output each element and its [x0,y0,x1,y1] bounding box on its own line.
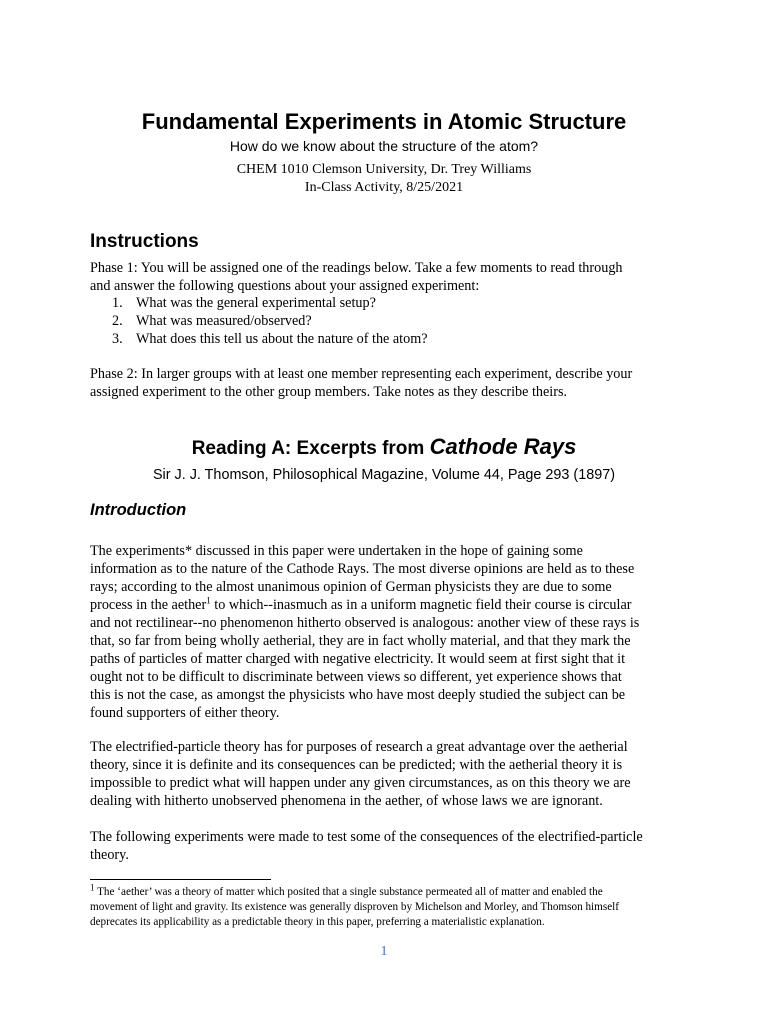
paragraph-line: and not rectilinear--no phenomenon hitherto observed is analogous: another view of these rays is [90,615,640,631]
paragraph-line: found supporters of either theory. [90,705,280,721]
intro-paragraph-1 [90,542,682,722]
phase2-line: Phase 2: In larger groups with at least one member representing each experiment, describe your [90,366,633,382]
reading-heading [0,433,768,463]
question-text: What was measured/observed? [136,313,312,329]
question-item [90,330,650,348]
introduction-heading: Introduction [90,501,187,519]
paragraph-line: ought not to be difficult to discriminate between views so different, yet experience shows that [90,669,622,685]
question-number: 2. [112,313,123,329]
reading-heading-title: Cathode Rays [429,434,577,459]
footnote-divider [90,879,271,880]
phase1-line: Phase 1: You will be assigned one of the readings below. Take a few moments to read through [90,260,623,276]
paragraph-line: rays; according to the almost unanimous opinion of German physicists they are due to some [90,579,612,595]
footnote-marker: 1 [90,882,95,893]
paragraph-line: The following experiments were made to test some of the consequences of the electrified-particle [90,829,643,845]
question-item [90,312,650,330]
paragraph-line: that, so far from being wholly aetherial, they are in fact wholly material, and that they mark the [90,633,631,649]
footnote-line: movement of light and gravity. Its existence was generally disproven by Michelson and Morley, and Thomson himself [90,901,620,913]
document-title: Fundamental Experiments in Atomic Structure [141,109,627,134]
footnote [90,882,690,930]
intro-paragraph-2 [90,738,682,810]
footnote-line: deprecates its applicability as a predictable theory in this paper, preferring a materialistic explanation. [90,916,545,928]
intro-paragraph-3 [90,828,682,864]
paragraph-line: theory, since it is definite and its consequences can be predicted; with the aetherial theory it is [90,757,623,773]
footnote-line [90,882,690,900]
paragraph-line: theory. [90,847,129,863]
phase1-paragraph [90,259,680,295]
question-item [90,294,650,312]
phase2-line: assigned experiment to the other group members. Take notes as they describe theirs. [90,384,568,400]
paragraph-line: impossible to predict what will happen under any given circumstances, as on this theory we are [90,775,631,791]
phase2-paragraph [90,365,680,401]
phase1-line: and answer the following questions about your assigned experiment: [90,278,480,294]
paragraph-line: The electrified-particle theory has for purposes of research a great advantage over the aetherial [90,739,628,755]
question-text: What was the general experimental setup? [136,295,376,311]
paragraph-line: dealing with hitherto unobserved phenomena in the aether, of whose laws we are ignorant. [90,793,603,809]
instructions-heading: Instructions [90,231,199,252]
document-subtitle: How do we know about the structure of the atom? [229,138,539,154]
line-text: process in the aether [90,597,207,613]
question-text: What does this tell us about the nature of the atom? [136,331,428,347]
paragraph-line: this is not the case, as amongst the physicists who have most deeply studied the subject can be [90,687,626,703]
paragraph-line: The experiments* discussed in this paper were undertaken in the hope of gaining some [90,543,583,559]
paragraph-line: paths of particles of matter charged with negative electricity. It would seem at first sight that it [90,651,626,667]
paragraph-line [90,596,682,614]
question-number: 1. [112,295,123,311]
footnote-text: The ‘aether’ was a theory of matter which posited that a single substance permeated all of matter and enabled the [94,886,603,898]
paragraph-line: information as to the nature of the Cathode Rays. The most diverse opinions are held as to these [90,561,635,577]
question-list [90,294,650,348]
footnote-reference[interactable]: 1 [206,595,211,606]
course-info: CHEM 1010 Clemson University, Dr. Trey Williams [236,162,532,177]
line-text: to which--inasmuch as in a uniform magnetic field their course is circular [210,597,632,613]
page-number: 1 [380,944,388,959]
reading-heading-prefix: Reading A: Excerpts from [191,438,430,459]
question-number: 3. [112,331,123,347]
activity-info: In-Class Activity, 8/25/2021 [304,180,464,195]
reading-citation: Sir J. J. Thomson, Philosophical Magazine, Volume 44, Page 293 (1897) [152,467,616,483]
